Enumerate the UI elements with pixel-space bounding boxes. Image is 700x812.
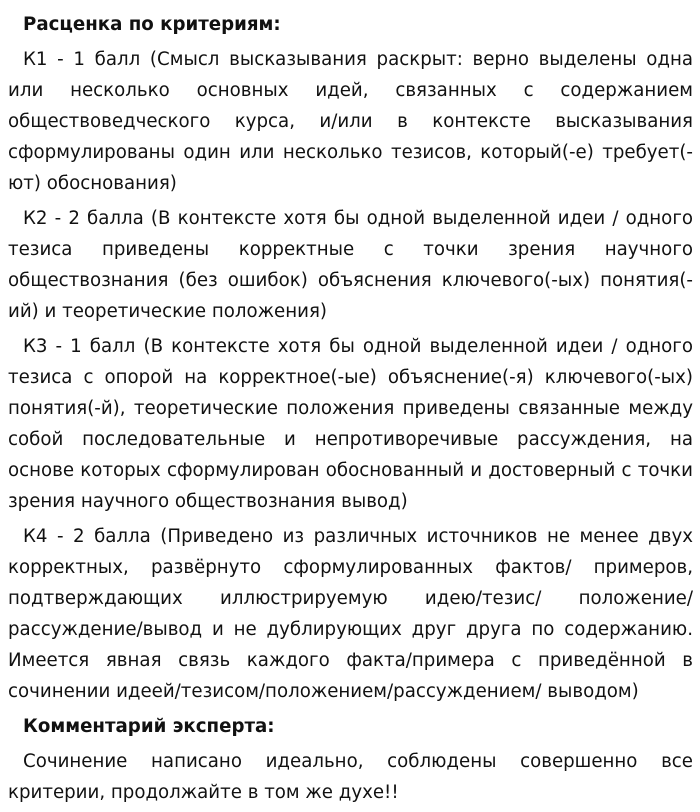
expert-review [8, 9, 693, 812]
criterion-k2: К2 - 2 балла (В контексте хотя бы одной выделенной идеи / одного тезиса приведены корректные с точки зрения научного обществознания (без ошибок) объяснения ключевого(-ых) понятия(-ий) и теоретические положения) [8, 208, 693, 322]
criterion-k1: К1 - 1 балл (Смысл высказывания раскрыт: верно выделены одна или несколько основных идей, связанных с содержанием обществоведческого курса, и/или в контексте высказывания сформулированы один или несколько тезисов, который(-е) требует(-ют) обоснования) [8, 49, 693, 194]
comment-heading: Комментарий эксперта: [23, 716, 275, 737]
expert-comment: Сочинение написано идеально, соблюдены совершенно все критерии, продолжайте в том же духе!! [8, 751, 693, 803]
criterion-k3: К3 - 1 балл (В контексте хотя бы одной выделенной идеи / одного тезиса с опорой на корректное(-ые) объяснение(-я) ключевого(-ых) понятия(-й), теоретические положения приведены связанные между собой последовательные и непротиворечивые рассуждения, на основе которых сформулирован обоснованный и достоверный с точки зрения научного обществознания вывод) [8, 336, 693, 512]
criteria-heading: Расценка по критериям: [23, 14, 281, 35]
criterion-k4: К4 - 2 балла (Приведено из различных источников не менее двух корректных, развёрнуто сформулированных фактов/ примеров, подтверждающих иллюстрируемую идею/тезис/ положение/ рассуждение/вывод и не дублирующих друг друга по содержанию. Имеется явная связь каждого факта/примера с приведённой в сочинении идеей/тезисом/положением/рассуждением/ выводом) [8, 526, 693, 702]
